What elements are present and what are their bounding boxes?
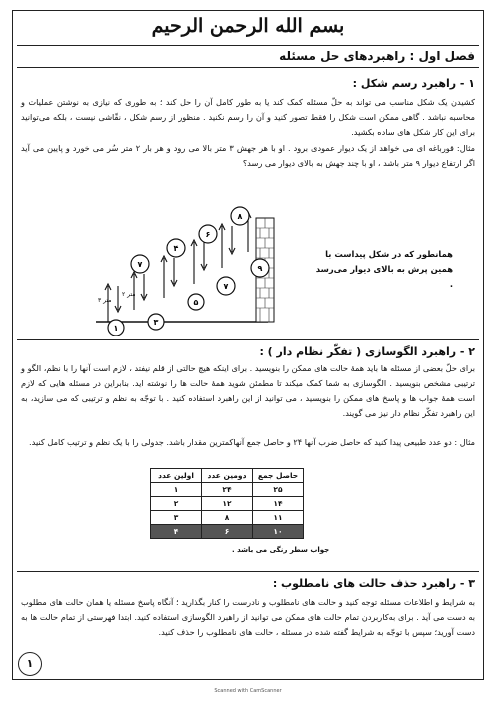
jump-circles xyxy=(108,207,269,336)
jump-1: ۱ xyxy=(113,324,119,333)
table-cell: ۶ xyxy=(202,525,253,539)
section1-paragraph: کشیدن یک شکل مناسب می تواند به حلّ مسئله کمک کند یا به طور کامل آن را حل کند ؛ به طوری که نیازی به نوشتن عملیات و محاسبه نباشد . گاهی ممکن است شکل را فقط تصور کنید و آن را رسم نکنید . منظور از رسم شکل ، نقّاشی نیست ، بلکه می‌توانید برای این کار شکل های ساده بکشید. xyxy=(21,97,475,137)
section3-heading: ۳ - راهبرد حذف حالت های نامطلوب : xyxy=(272,577,475,590)
section1-heading: ۱ - راهبرد رسم شکل : xyxy=(352,77,475,90)
table-cell: ۳ xyxy=(151,511,202,525)
table-cell: ۲۴ xyxy=(202,483,253,497)
table-cell: ۱۴ xyxy=(253,497,304,511)
results-table xyxy=(150,468,304,539)
jump-4: ۴ xyxy=(173,244,179,253)
table-cell: ۲۵ xyxy=(253,483,304,497)
page-frame xyxy=(12,10,484,680)
table-row xyxy=(151,483,304,497)
label-up: ۳ متر xyxy=(98,297,112,304)
table-row xyxy=(151,511,304,525)
jump-6: ۶ xyxy=(205,230,211,239)
page-number: ۱ xyxy=(18,652,42,676)
jump-8: ۸ xyxy=(237,212,243,221)
label-down: ۲ متر xyxy=(122,291,136,298)
table-cell: ۴ xyxy=(151,525,202,539)
jump-arrows xyxy=(105,212,251,322)
table-cell: ۱۱ xyxy=(253,511,304,525)
section2-heading: ۲ - راهبرد الگوسازی ( تفکّر نظام دار ) : xyxy=(259,345,475,358)
section2-divider xyxy=(17,571,479,572)
diagram-note: همانطور که در شکل پیداست با همین پرش به بالای دیوار می‌رسد . xyxy=(315,249,453,289)
scanner-watermark: Scanned with CamScanner xyxy=(214,688,282,694)
jump-3: ۳ xyxy=(153,318,159,327)
section1-example: مثال: قورباغه ای می خواهد از یک دیوار عمودی برود . او با هر جهش ۳ متر بالا می رود و هر بار ۲ متر سُر می خورد و پایین می آید اگر ارتفاع دیوار ۹ متر باشد ، او با چند جهش به بالای دیوار می رسد؟ xyxy=(21,143,475,168)
table-header-row xyxy=(151,469,304,483)
table-cell: ۱۲ xyxy=(202,497,253,511)
jump-7b: ۷ xyxy=(223,282,229,291)
title-divider xyxy=(17,45,479,46)
table-caption: جواب سطر رنگی می باشد . xyxy=(232,546,330,554)
table-row xyxy=(151,497,304,511)
jump-7a: ۷ xyxy=(137,260,143,269)
header-first: اولین عدد xyxy=(151,469,202,483)
chapter-divider xyxy=(17,67,479,68)
table-cell: ۱۰ xyxy=(253,525,304,539)
jump-5: ۵ xyxy=(193,298,199,307)
table-cell: ۸ xyxy=(202,511,253,525)
table-cell: ۲ xyxy=(151,497,202,511)
section2-example: مثال : دو عدد طبیعی پیدا کنید که حاصل ضرب آنها ۲۴ و حاصل جمع آنهاکمترین مقدار باشد. جدولی را با یک نظم و ترتیب کامل کنید. xyxy=(29,437,475,447)
table-row-highlighted xyxy=(151,525,304,539)
jump-9: ۹ xyxy=(257,264,263,273)
frog-jump-diagram xyxy=(96,198,286,336)
section1-divider xyxy=(17,339,479,340)
section3-paragraph: به شرایط و اطلاعات مسئله توجه کنید و حالت های نامطلوب و نادرست را کنار بگذارید ؛ آنگاه پاسخ مسئله یا همان حالت های مطلوب به دست می آید . برای به‌کاربردن تمام حالت های ممکن می توانید از راهبرد الگوسازی استفاده کنید. ابتدا فهرستی از تمام حالت ها به دست آورید؛ سپس با توجّه به شرایط گفته شده در مسئله ، حالت های نامطلوب را حذف کنید. xyxy=(21,597,475,637)
header-sum: حاصل جمع xyxy=(253,469,304,483)
table-cell: ۱ xyxy=(151,483,202,497)
page-title: بسم الله الرحمن الرحیم xyxy=(151,15,345,37)
section2-paragraph: برای حلّ بعضی از مسئله ها باید همۀ حالت های ممکن را بنویسید . برای اینکه هیچ حالتی از قلم نیفتد ، لازم است آنها را با نظم، الگو و ترتیبی مشخص بنویسید . الگوسازی به شما کمک میکند تا مطمئن شوید همۀ حالت ها را نوشته اید. بنابراین در مسئله هایی که لازم است همۀ جواب ها و پاسخ های ممکن را بنویسید ، می توانید از این راهبرد استفاده کنید . با توجّه به نظم و ترتیبی که می سازید، به این راهبرد تفکّر نظام دار نیز می گویند. xyxy=(21,363,475,418)
chapter-heading: فصل اول : راهبردهای حل مسئله xyxy=(279,49,475,63)
header-second: دومین عدد xyxy=(202,469,253,483)
